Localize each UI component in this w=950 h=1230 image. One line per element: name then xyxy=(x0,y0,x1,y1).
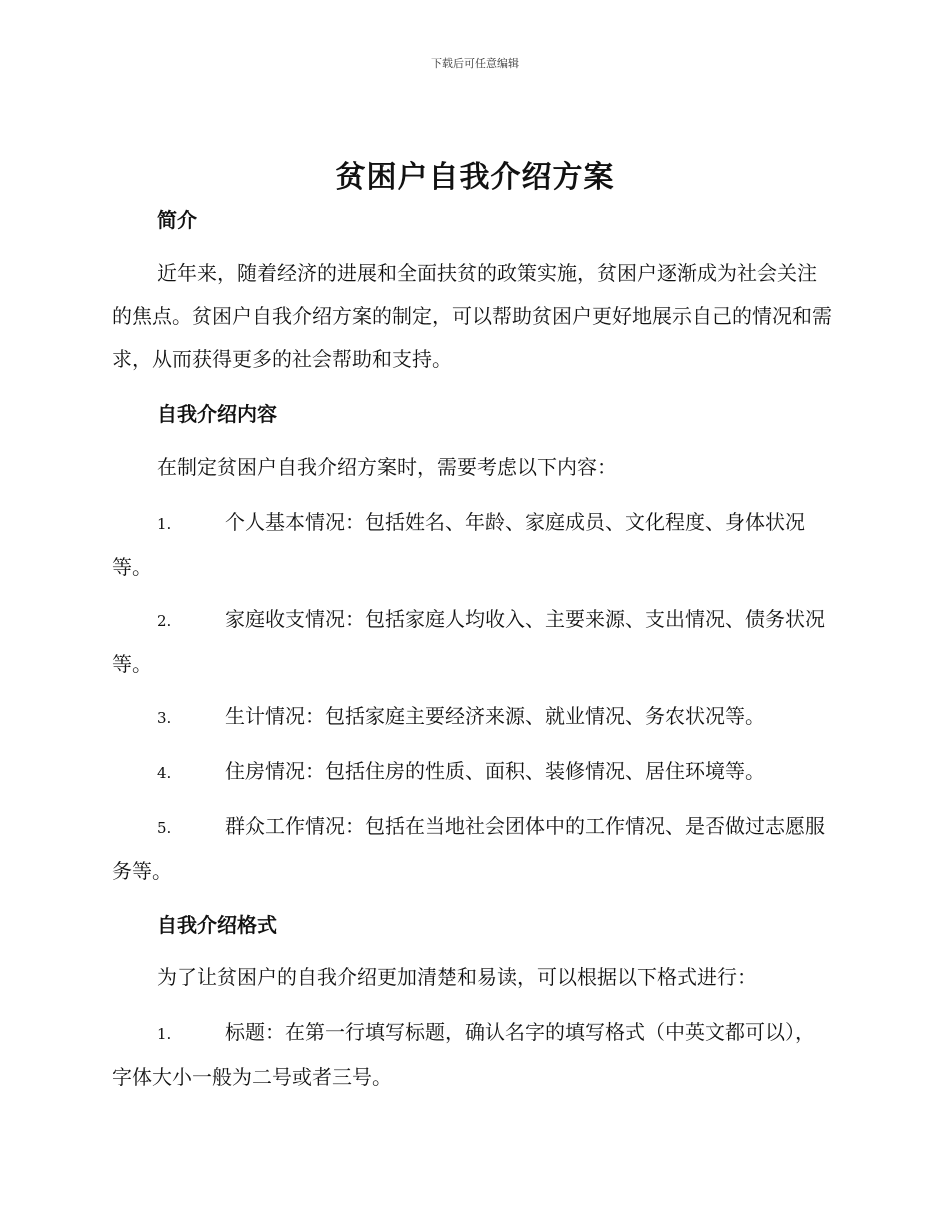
list-item xyxy=(112,805,834,893)
format-lead: 为了让贫困户的自我介绍更加清楚和易读，可以根据以下格式进行： xyxy=(157,965,757,989)
list-item-number: 3. xyxy=(157,709,172,727)
list-item-number: 5. xyxy=(157,819,172,837)
list-item xyxy=(112,1011,834,1099)
list-item xyxy=(112,750,834,795)
list-item-number: 1. xyxy=(157,515,172,533)
list-item xyxy=(112,695,834,740)
list-item xyxy=(112,501,834,589)
content-lead: 在制定贫困户自我介绍方案时，需要考虑以下内容： xyxy=(157,455,617,479)
list-item-number: 4. xyxy=(157,764,172,782)
list-item-text: 个人基本情况：包括姓名、年龄、家庭成员、文化程度、身体状况等。 xyxy=(112,510,805,579)
section-heading-content: 自我介绍内容 xyxy=(157,402,277,426)
list-item-text: 住房情况：包括住房的性质、面积、装修情况、居住环境等。 xyxy=(225,759,765,783)
section-heading-format: 自我介绍格式 xyxy=(157,913,277,937)
document-title: 贫困户自我介绍方案 xyxy=(335,160,615,195)
section-heading-intro: 简介 xyxy=(157,208,197,232)
list-item-text: 群众工作情况：包括在当地社会团体中的工作情况、是否做过志愿服务等。 xyxy=(112,814,825,883)
header-note: 下载后可任意编辑 xyxy=(431,57,519,70)
list-item-number: 1. xyxy=(157,1025,172,1043)
list-item-text: 标题：在第一行填写标题，确认名字的填写格式（中英文都可以），字体大小一般为二号或者三号。 xyxy=(112,1020,815,1089)
intro-paragraph: 近年来，随着经济的进展和全面扶贫的政策实施，贫困户逐渐成为社会关注的焦点。贫困户自我介绍方案的制定，可以帮助贫困户更好地展示自己的情况和需求，从而获得更多的社会帮助和支持。 xyxy=(112,261,832,371)
list-item xyxy=(112,598,834,686)
list-item-text: 家庭收支情况：包括家庭人均收入、主要来源、支出情况、债务状况等。 xyxy=(112,607,825,676)
list-item-text: 生计情况：包括家庭主要经济来源、就业情况、务农状况等。 xyxy=(225,704,765,728)
list-item-number: 2. xyxy=(157,612,172,630)
